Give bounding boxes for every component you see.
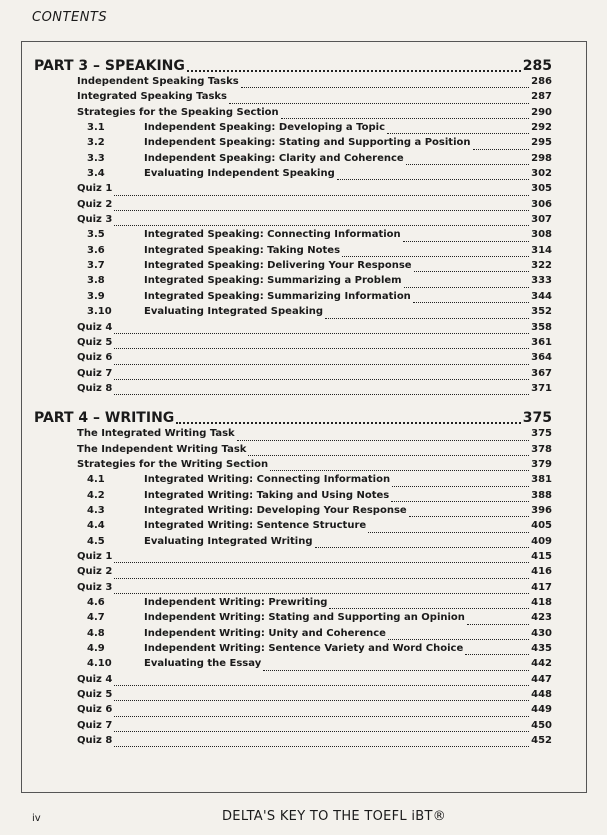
entry-page: 287 [531, 91, 552, 103]
toc-entry[interactable] [34, 597, 552, 612]
leader-dots [392, 485, 529, 487]
entry-title: Evaluating the Essay [144, 658, 262, 670]
entry-page: 352 [531, 306, 552, 318]
toc-entry[interactable] [34, 628, 552, 643]
entry-title: Independent Writing: Prewriting [144, 597, 328, 608]
leader-dots [467, 623, 529, 625]
toc-entry[interactable] [34, 122, 552, 137]
entry-page: 416 [531, 566, 552, 578]
entry-title: Strategies for the Writing Section [77, 458, 269, 470]
entry-title: Strategies for the Speaking Section [77, 106, 279, 118]
entry-page: 450 [531, 719, 552, 731]
entry-page: 405 [531, 520, 552, 532]
section-number: 4.1 [87, 474, 105, 486]
entry-title: Integrated Writing: Developing Your Response [144, 504, 407, 516]
toc-entry[interactable] [34, 428, 552, 443]
entry-page: 290 [531, 106, 552, 118]
toc-entry[interactable] [34, 459, 552, 474]
entry-title: Integrated Speaking: Summarizing a Problem [144, 275, 402, 287]
entry-title: Integrated Speaking: Taking Notes [144, 244, 341, 256]
toc-entry[interactable] [34, 551, 552, 566]
leader-dots [342, 255, 529, 257]
entry-title: Independent Speaking: Developing a Topic [144, 122, 386, 134]
entry-title: Quiz 7 [77, 719, 113, 731]
entry-page: 375 [531, 428, 552, 440]
entry-title: The Independent Writing Task [77, 443, 247, 455]
part-page: 375 [522, 410, 552, 427]
entry-page: 302 [531, 168, 552, 180]
section-number: 3.7 [87, 260, 105, 272]
entry-page: 388 [531, 489, 552, 501]
toc-entry[interactable] [34, 352, 552, 367]
section-number: 4.10 [87, 658, 112, 670]
entry-title: Quiz 1 [77, 550, 113, 562]
toc-entry[interactable] [34, 291, 552, 306]
toc-entry[interactable] [34, 245, 552, 260]
leader-dots [241, 86, 529, 88]
leader-dots [114, 209, 529, 211]
leader-dots [114, 730, 529, 732]
leader-dots [329, 607, 529, 609]
entry-title: Integrated Speaking: Connecting Information [144, 229, 401, 241]
entry-title: Independent Writing: Unity and Coherence [144, 627, 386, 639]
toc-entry[interactable] [34, 368, 552, 383]
toc-entry[interactable] [34, 153, 552, 168]
toc-entry[interactable] [34, 137, 552, 152]
entry-page: 417 [531, 581, 552, 593]
leader-dots [263, 669, 529, 671]
entry-page: 333 [531, 275, 552, 287]
section-number: 3.4 [87, 168, 105, 180]
entry-page: 448 [531, 689, 552, 701]
toc-entry[interactable] [34, 183, 552, 198]
entry-title: Quiz 6 [77, 704, 113, 716]
section-number: 4.8 [87, 627, 105, 639]
entry-page: 378 [531, 443, 552, 455]
entry-title: Quiz 5 [77, 336, 113, 348]
toc-entry[interactable] [34, 322, 552, 337]
entry-title: Quiz 3 [77, 581, 113, 593]
toc-entry[interactable] [34, 490, 552, 505]
section-number: 3.10 [87, 306, 112, 318]
toc-entry[interactable] [34, 260, 552, 275]
leader-dots [114, 592, 529, 594]
section-number: 4.9 [87, 643, 105, 655]
leader-dots [114, 332, 529, 334]
entry-title: Independent Speaking Tasks [77, 76, 239, 87]
toc-entry[interactable] [34, 306, 552, 321]
entry-page: 295 [531, 137, 552, 149]
leader-dots [473, 148, 530, 150]
section-number: 3.6 [87, 244, 105, 256]
toc-entry[interactable] [34, 199, 552, 214]
entry-title: Quiz 5 [77, 689, 113, 701]
entry-title: Quiz 7 [77, 367, 113, 379]
section-number: 4.3 [87, 504, 105, 516]
leader-dots [114, 684, 529, 686]
entry-title: Integrated Speaking: Summarizing Information [144, 290, 411, 302]
page-number: iv [32, 813, 41, 824]
toc-entry[interactable] [34, 474, 552, 489]
leader-dots [465, 653, 529, 655]
leader-dots [114, 715, 529, 717]
section-number: 4.4 [87, 520, 105, 532]
toc-entry[interactable] [34, 704, 552, 719]
section-number: 4.2 [87, 489, 105, 501]
leader-dots [325, 317, 529, 319]
section-number: 3.9 [87, 290, 105, 302]
leader-dots [414, 270, 530, 272]
leader-dots [114, 577, 529, 579]
entry-page: 292 [531, 122, 552, 134]
entry-page: 396 [531, 504, 552, 516]
entry-page: 442 [531, 658, 552, 670]
leader-dots [114, 378, 529, 380]
section-number: 4.5 [87, 535, 105, 547]
entry-page: 364 [531, 352, 552, 364]
section-number: 3.8 [87, 275, 105, 287]
toc-entry[interactable] [34, 505, 552, 520]
toc-entry[interactable] [34, 91, 552, 106]
entry-page: 418 [531, 597, 552, 608]
entry-page: 314 [531, 244, 552, 256]
entry-page: 379 [531, 458, 552, 470]
section-number: 3.1 [87, 122, 105, 134]
entry-page: 381 [531, 474, 552, 486]
entry-title: Independent Writing: Stating and Supporting an Opinion [144, 612, 465, 624]
leader-dots [114, 745, 529, 747]
toc-entry[interactable] [34, 720, 552, 735]
part3-entries [34, 76, 552, 398]
entry-page: 344 [531, 290, 552, 302]
leader-dots [406, 163, 529, 165]
entry-page: 358 [531, 321, 552, 333]
part-title: PART 4 – WRITING [34, 410, 175, 427]
section-number: 4.7 [87, 612, 105, 624]
entry-page: 306 [531, 198, 552, 210]
toc-entry[interactable] [34, 582, 552, 597]
entry-title: Independent Speaking: Stating and Supporting a Position [144, 137, 471, 149]
toc-entry[interactable] [34, 689, 552, 704]
part4-entries [34, 428, 552, 750]
section-number: 3.3 [87, 152, 105, 164]
entry-title: Quiz 1 [77, 183, 113, 195]
leader-dots [368, 531, 529, 533]
leader-dots [114, 347, 529, 349]
leader-dots [187, 69, 521, 72]
entry-page: 409 [531, 535, 552, 547]
entry-title: The Integrated Writing Task [77, 428, 235, 440]
entry-page: 305 [531, 183, 552, 195]
running-header: CONTENTS [32, 10, 108, 25]
toc-entry[interactable] [34, 214, 552, 229]
entry-title: Evaluating Integrated Speaking [144, 306, 324, 318]
toc-entry[interactable] [34, 674, 552, 689]
entry-title: Quiz 8 [77, 735, 113, 747]
entry-page: 367 [531, 367, 552, 379]
part-heading[interactable] [34, 58, 552, 76]
toc-entry[interactable] [34, 566, 552, 581]
entry-page: 298 [531, 152, 552, 164]
book-title: DELTA'S KEY TO THE TOEFL iBT® [222, 809, 447, 824]
toc-entry[interactable] [34, 275, 552, 290]
leader-dots [270, 469, 529, 471]
page-footer [0, 809, 607, 829]
toc-entry[interactable] [34, 229, 552, 244]
leader-dots [337, 178, 529, 180]
section-number: 3.5 [87, 229, 105, 241]
entry-page: 452 [531, 735, 552, 747]
leader-dots [248, 454, 529, 456]
leader-dots [315, 546, 530, 548]
entry-page: 307 [531, 214, 552, 226]
entry-title: Quiz 2 [77, 566, 113, 578]
toc-entry[interactable] [34, 735, 552, 750]
toc-entry[interactable] [34, 643, 552, 658]
toc-entry[interactable] [34, 383, 552, 398]
entry-page: 449 [531, 704, 552, 716]
entry-title: Quiz 4 [77, 321, 113, 333]
table-of-contents [34, 58, 552, 750]
toc-entry[interactable] [34, 520, 552, 535]
entry-page: 308 [531, 229, 552, 241]
entry-title: Quiz 6 [77, 352, 113, 364]
entry-page: 415 [531, 550, 552, 562]
toc-entry[interactable] [34, 76, 552, 91]
entry-page: 430 [531, 627, 552, 639]
section-number: 3.2 [87, 137, 105, 149]
entry-title: Independent Speaking: Clarity and Coherence [144, 152, 404, 164]
leader-dots [229, 102, 529, 104]
part-heading[interactable] [34, 410, 552, 428]
toc-entry[interactable] [34, 444, 552, 459]
leader-dots [387, 132, 529, 134]
leader-dots [403, 240, 529, 242]
toc-entry[interactable] [34, 107, 552, 122]
entry-page: 361 [531, 336, 552, 348]
entry-page: 435 [531, 643, 552, 655]
entry-page: 322 [531, 260, 552, 272]
leader-dots [391, 500, 529, 502]
leader-dots [114, 561, 529, 563]
leader-dots [114, 699, 529, 701]
entry-title: Integrated Writing: Connecting Information [144, 474, 391, 486]
leader-dots [114, 224, 529, 226]
entry-title: Integrated Speaking: Delivering Your Response [144, 260, 412, 272]
entry-title: Quiz 8 [77, 382, 113, 394]
toc-entry[interactable] [34, 168, 552, 183]
leader-dots [388, 638, 529, 640]
leader-dots [114, 393, 529, 395]
entry-title: Evaluating Independent Speaking [144, 168, 335, 180]
leader-dots [114, 194, 529, 196]
part-page: 285 [522, 58, 552, 74]
entry-title: Independent Writing: Sentence Variety and Word Choice [144, 643, 464, 655]
toc-entry[interactable] [34, 612, 552, 627]
leader-dots [281, 117, 529, 119]
entry-title: Quiz 2 [77, 198, 113, 210]
leader-dots [409, 515, 529, 517]
toc-entry[interactable] [34, 337, 552, 352]
entry-page: 286 [531, 76, 552, 87]
entry-title: Integrated Writing: Sentence Structure [144, 520, 367, 532]
leader-dots [237, 439, 529, 441]
entry-title: Integrated Speaking Tasks [77, 91, 228, 103]
entry-page: 423 [531, 612, 552, 624]
entry-title: Quiz 3 [77, 214, 113, 226]
leader-dots [176, 421, 520, 424]
entry-title: Evaluating Integrated Writing [144, 535, 313, 547]
entry-title: Quiz 4 [77, 673, 113, 685]
entry-page: 371 [531, 382, 552, 394]
leader-dots [404, 286, 530, 288]
entry-page: 447 [531, 673, 552, 685]
toc-entry[interactable] [34, 658, 552, 673]
section-number: 4.6 [87, 597, 105, 608]
toc-entry[interactable] [34, 536, 552, 551]
leader-dots [114, 363, 529, 365]
part-title: PART 3 – SPEAKING [34, 58, 185, 74]
entry-title: Integrated Writing: Taking and Using Notes [144, 489, 390, 501]
leader-dots [413, 301, 529, 303]
